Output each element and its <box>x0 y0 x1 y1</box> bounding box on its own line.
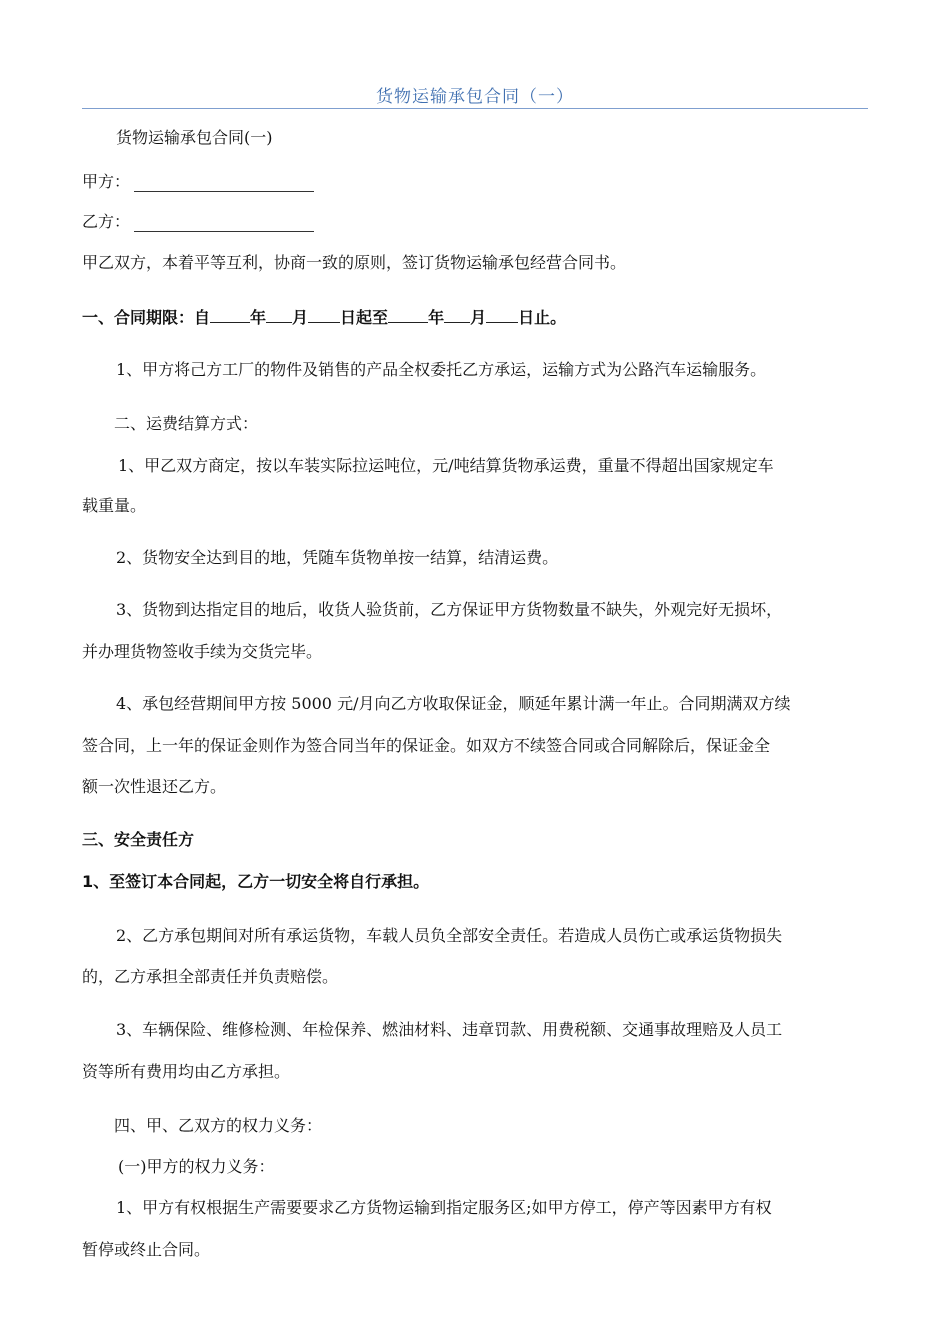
section-2-item-4-line-3: 额一次性退还乙方。 <box>82 777 227 796</box>
section-1-item-1: 1、甲方将己方工厂的物件及销售的产品全权委托乙方承运，运输方式为公路汽车运输服务。 <box>116 360 767 379</box>
party-a-label: 甲方： <box>82 172 131 191</box>
blank-start-month <box>266 306 292 323</box>
blank-start-year <box>210 306 250 323</box>
running-header-title: 货物运输承包合同（一） <box>376 87 574 107</box>
section-4-subsection-1: (一)甲方的权力义务： <box>118 1157 275 1176</box>
section-2-item-3-line-2: 并办理货物签收手续为交货完毕。 <box>82 642 323 661</box>
blank-end-day <box>486 306 518 323</box>
section-3-item-1: 1、至签订本合同起，乙方一切安全将自行承担。 <box>82 872 430 891</box>
section-2-item-4-line-2: 签合同，上一年的保证金则作为签合同当年的保证金。如双方不续签合同或合同解除后，保证金全 <box>82 736 771 755</box>
section-2-item-4-line-1: 4、承包经营期间甲方按 5000 元/月向乙方收取保证金，顺延年累计满一年止。合同期满双方续 <box>116 694 791 713</box>
section-1-heading <box>82 306 872 328</box>
term-from-label: 一、合同期限：自 <box>82 308 211 327</box>
section-3-item-3-line-2: 资等所有费用均由乙方承担。 <box>82 1062 291 1081</box>
section-2-item-2: 2、货物安全达到目的地，凭随车货物单按一结算，结清运费。 <box>116 548 559 567</box>
blank-start-day <box>308 306 340 323</box>
section-3-item-2-line-2: 的，乙方承担全部责任并负责赔偿。 <box>82 967 339 986</box>
section-4-item-1-line-1: 1、甲方有权根据生产需要要求乙方货物运输到指定服务区;如甲方停工，停产等因素甲方有权 <box>116 1198 772 1217</box>
month-label: 月 <box>470 308 487 327</box>
section-2-item-3-line-1: 3、货物到达指定目的地后，收货人验货前，乙方保证甲方货物数量不缺失，外观完好无损坏， <box>116 600 783 619</box>
year-label: 年 <box>250 308 267 327</box>
term-end-label: 日止。 <box>518 308 567 327</box>
intro-paragraph: 甲乙双方，本着平等互利，协商一致的原则，签订货物运输承包经营合同书。 <box>82 253 627 272</box>
header-divider <box>82 108 868 109</box>
section-4-heading: 四、甲、乙双方的权力义务： <box>114 1116 323 1135</box>
section-3-item-3-line-1: 3、车辆保险、维修检测、年检保养、燃油材料、违章罚款、用费税额、交通事故理赔及人员工 <box>116 1020 783 1039</box>
party-b-line <box>82 212 872 232</box>
month-label: 月 <box>292 308 309 327</box>
blank-end-month <box>444 306 470 323</box>
year-label: 年 <box>428 308 445 327</box>
section-3-heading: 三、安全责任方 <box>82 830 195 849</box>
section-3-item-2-line-1: 2、乙方承包期间对所有承运货物，车载人员负全部安全责任。若造成人员伤亡或承运货物损失 <box>116 926 783 945</box>
party-b-label: 乙方： <box>82 212 131 231</box>
section-2-item-1-line-1: 1、甲乙双方商定，按以车装实际拉运吨位，元/吨结算货物承运费，重量不得超出国家规定车 <box>118 456 774 475</box>
section-2-item-1-line-2: 载重量。 <box>82 496 147 515</box>
section-2-heading: 二、运费结算方式： <box>114 414 259 433</box>
party-b-blank <box>134 213 314 232</box>
term-to-label: 日起至 <box>340 308 389 327</box>
document-title: 货物运输承包合同(一) <box>116 128 273 147</box>
party-a-line <box>82 172 872 192</box>
party-a-blank <box>134 173 314 192</box>
blank-end-year <box>388 306 428 323</box>
section-4-item-1-line-2: 暂停或终止合同。 <box>82 1240 211 1259</box>
